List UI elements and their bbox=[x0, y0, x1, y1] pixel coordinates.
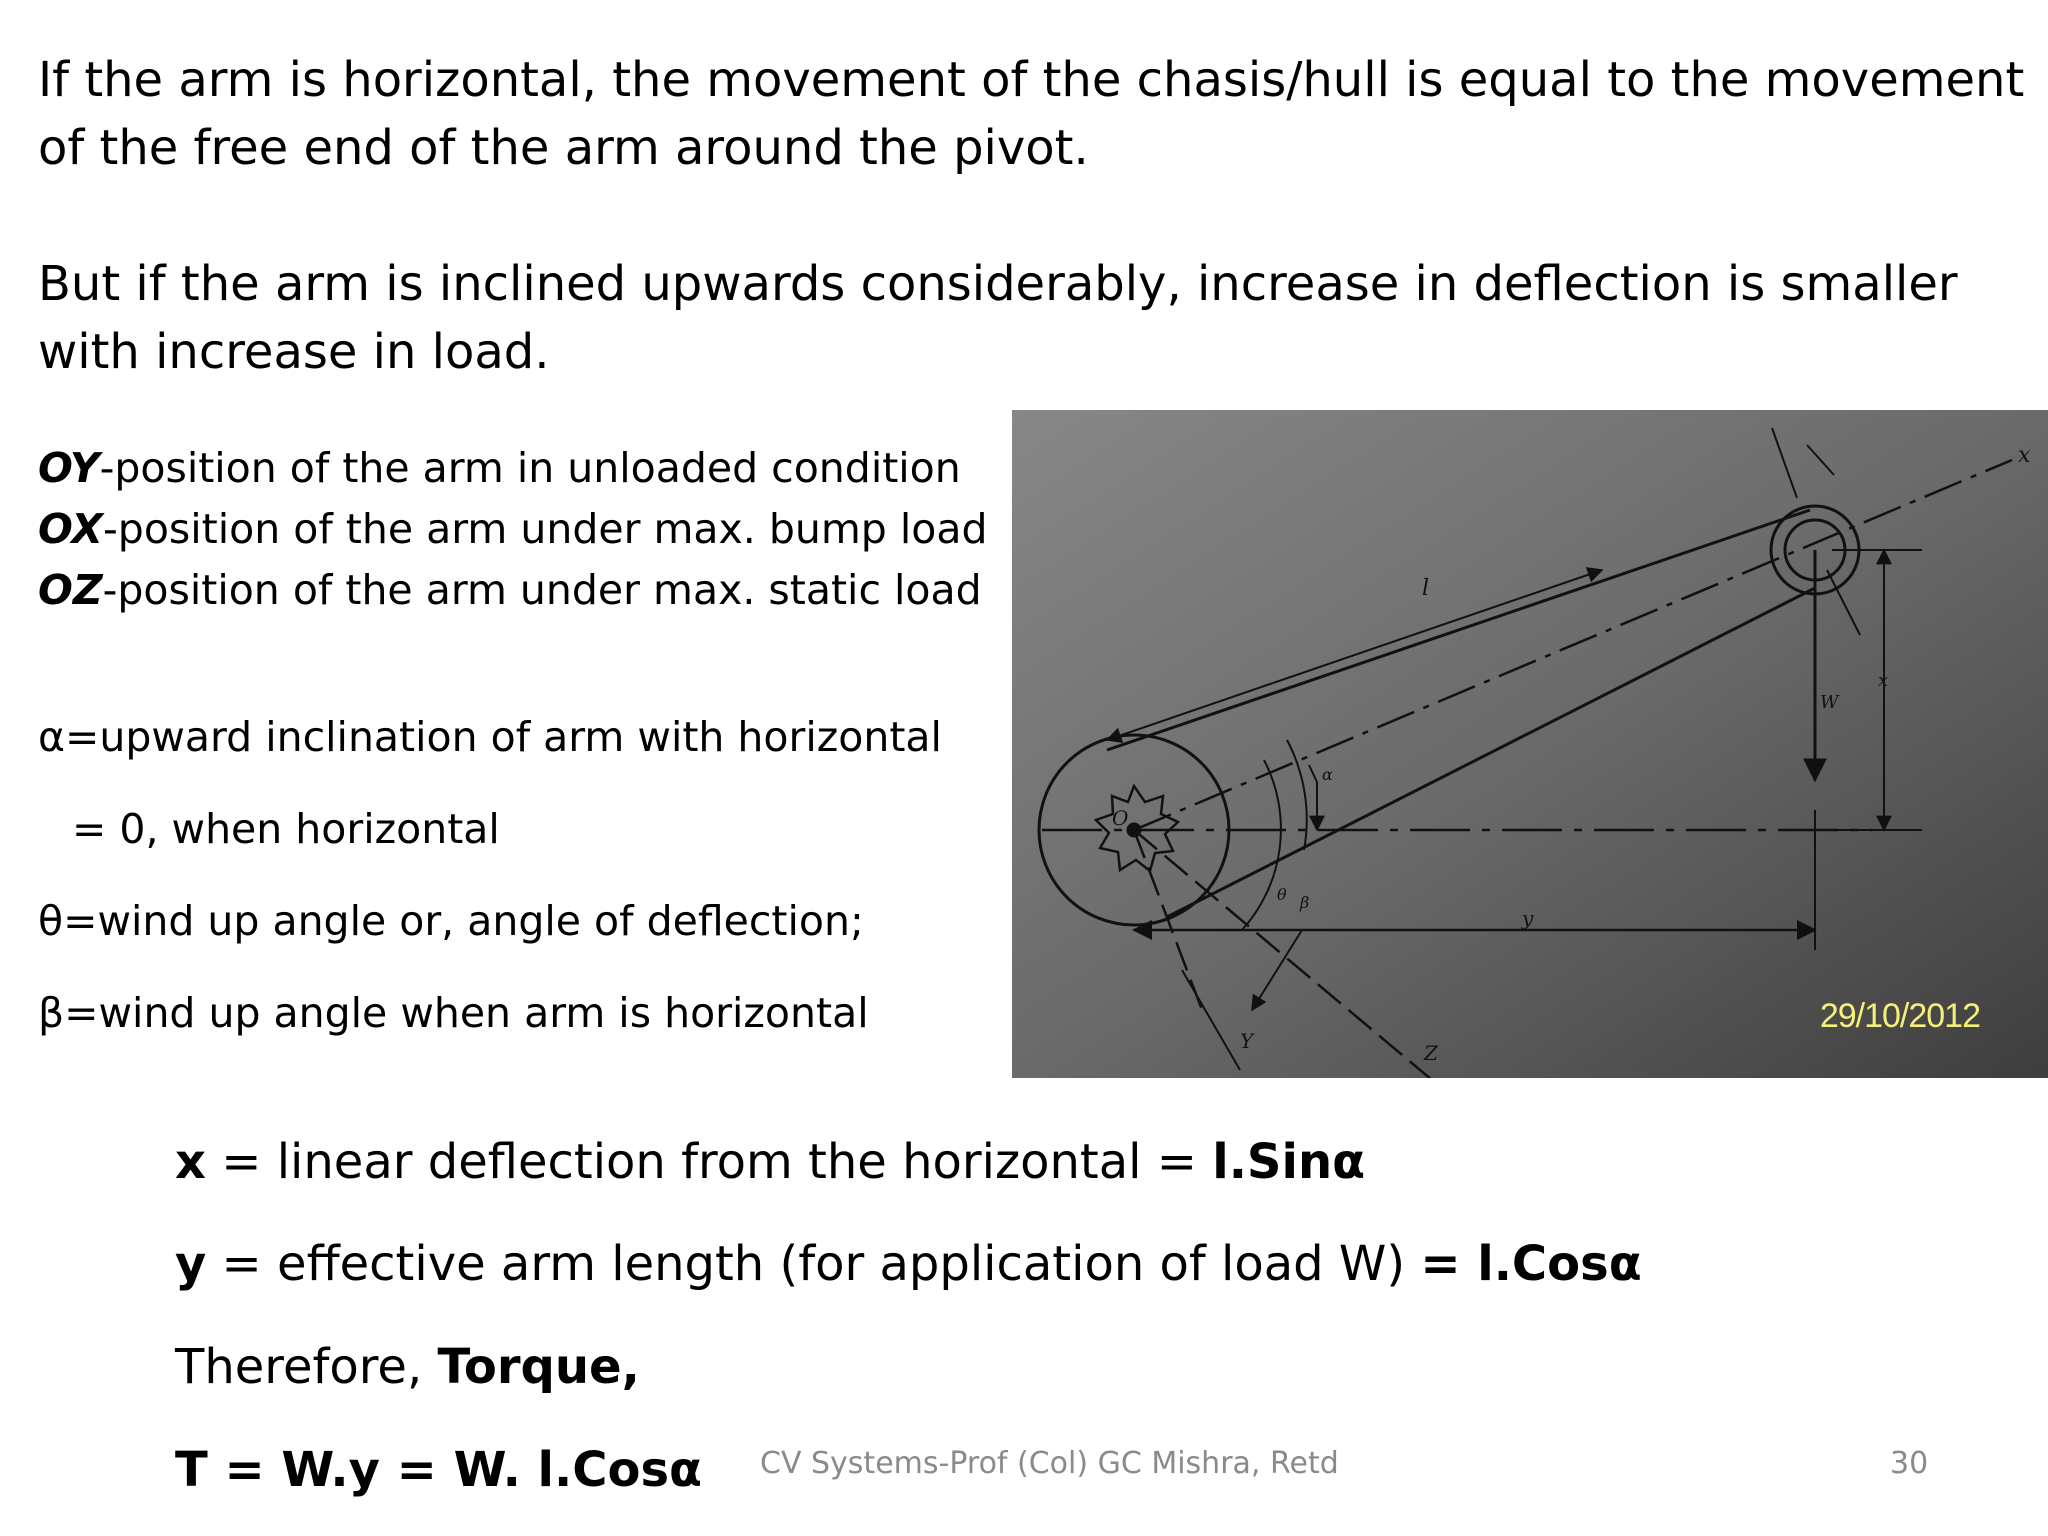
label-arm-length: y bbox=[1522, 906, 1534, 930]
definition-oy bbox=[38, 438, 961, 499]
paragraph-inclined-arm: But if the arm is inclined upwards considerably, increase in deflection is smaller with increase in load. bbox=[38, 256, 1958, 380]
equation-y-result: = l.Cosα bbox=[1420, 1236, 1642, 1292]
equation-y-text: = effective arm length (for application of load W) bbox=[206, 1236, 1421, 1292]
symbol-alpha-zero: = 0, when horizontal bbox=[72, 805, 500, 853]
definition-oz-term: OZ bbox=[38, 566, 103, 614]
label-theta: θ bbox=[1277, 885, 1287, 904]
label-x-end: x bbox=[2018, 443, 2031, 468]
equation-y-var: y bbox=[175, 1236, 207, 1292]
equation-x-result: l.Sinα bbox=[1212, 1134, 1366, 1190]
definition-oz-text: -position of the arm under max. static load bbox=[102, 566, 982, 614]
definition-oz bbox=[38, 560, 982, 621]
equation-torque-label: Torque, bbox=[437, 1339, 640, 1395]
label-alpha: α bbox=[1322, 765, 1333, 784]
symbol-beta: β=wind up angle when arm is horizontal bbox=[38, 989, 869, 1037]
equation-x-text: = linear deflection from the horizontal = bbox=[205, 1134, 1213, 1190]
equation-torque-formula: T = W.y = W. l.Cosα bbox=[175, 1442, 702, 1498]
definition-oy-term: OY bbox=[38, 444, 100, 492]
definition-ox-term: OX bbox=[38, 505, 104, 553]
definition-oy-text: -position of the arm in unloaded condition bbox=[99, 444, 961, 492]
equation-torque bbox=[175, 1440, 702, 1500]
equation-therefore-text: Therefore, bbox=[175, 1339, 438, 1395]
suspension-arm-diagram bbox=[1012, 410, 2048, 1078]
equation-effective-arm bbox=[175, 1234, 1642, 1294]
suspension-arm-figure bbox=[1012, 410, 2048, 1078]
symbol-theta: θ=wind up angle or, angle of deflection; bbox=[38, 897, 864, 945]
label-beta: β bbox=[1300, 893, 1310, 912]
definition-ox-text: -position of the arm under max. bump load bbox=[103, 505, 988, 553]
date-stamp: 29/10/2012 bbox=[1819, 997, 1980, 1035]
footer-credit: CV Systems-Prof (Col) GC Mishra, Retd bbox=[760, 1446, 1339, 1481]
paragraph-horizontal-arm: If the arm is horizontal, the movement of the chasis/hull is equal to the movement of the free end of the arm around the pivot. bbox=[38, 52, 2025, 176]
label-origin: O bbox=[1112, 806, 1129, 830]
equation-linear-deflection bbox=[175, 1132, 1365, 1192]
definition-ox bbox=[38, 499, 987, 560]
label-load: W bbox=[1820, 692, 1839, 713]
label-y-end: Y bbox=[1240, 1029, 1254, 1053]
symbol-alpha: α=upward inclination of arm with horizontal bbox=[38, 713, 942, 761]
label-deflection: x bbox=[1878, 670, 1889, 691]
label-z-end: Z bbox=[1424, 1041, 1438, 1065]
label-length: l bbox=[1422, 576, 1430, 601]
equation-x-var: x bbox=[175, 1134, 206, 1190]
equation-therefore bbox=[175, 1337, 640, 1397]
page-number: 30 bbox=[1890, 1446, 1929, 1481]
